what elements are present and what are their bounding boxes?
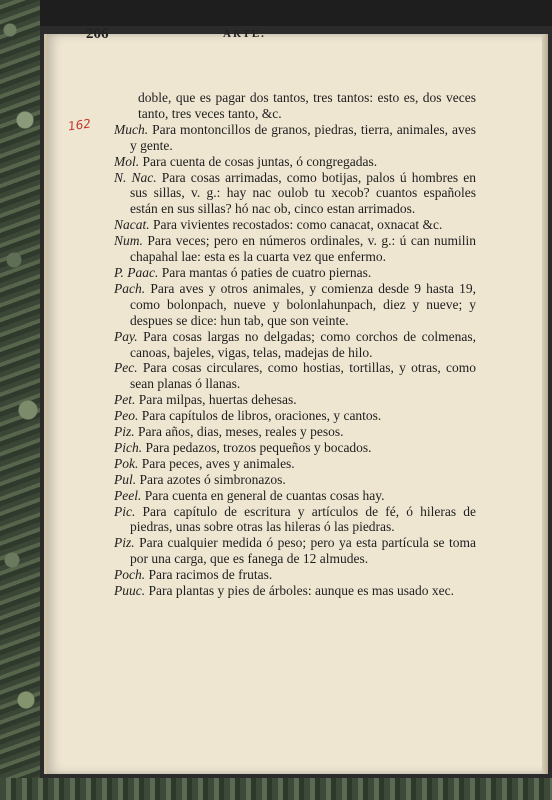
list-item: Peo. Para capítulos de libros, oraciones, y cantos. — [114, 408, 382, 424]
list-item: Piz. Para años, dias, meses, reales y pesos. — [114, 424, 344, 440]
page-number: 206 — [86, 26, 109, 42]
list-item: P. Paac. Para mantas ó paties de cuatro piernas. — [114, 264, 372, 280]
marbled-cover-bottom — [0, 778, 552, 800]
handwritten-margin-note: 162 — [67, 116, 92, 134]
page-header — [86, 26, 386, 46]
running-title: ARTE. — [223, 28, 266, 40]
list-item: Pet. Para milpas, huertas dehesas. — [114, 392, 297, 408]
list-item: N. Nac. Para cosas arrimadas, como botijas, palos ú hombres en sus sillas, v. g.: hay nac oulob tu xecob? cuantos españoles están en sus sillas? hó nac ob, cinco estan arrimados. — [114, 169, 477, 217]
book-cover-top — [0, 0, 552, 26]
list-item: Puuc. Para plantas y pies de árboles: aunque es mas usado xec. — [114, 583, 455, 599]
list-item: Nacat. Para vivientes recostados: como canacat, oxnacat &c. — [114, 217, 443, 233]
list-item: Pay. Para cosas largas no delgadas; como corchos de colmenas, canoas, bajeles, vigas, telas, madejas de hilo. — [114, 328, 476, 360]
list-item: Mol. Para cuenta de cosas juntas, ó congregadas. — [114, 153, 378, 169]
list-item: Pic. Para capítulo de escritura y artículos de fé, ó hileras de piedras, unas sobre otras las hileras ó las piedras. — [114, 503, 476, 535]
list-item: Much. Para montoncillos de granos, piedras, tierra, animales, aves y gente. — [114, 121, 476, 153]
list-item: Peel. Para cuenta en general de cuantas cosas hay. — [114, 487, 385, 503]
list-item: Pich. Para pedazos, trozos pequeños y bocados. — [114, 439, 372, 455]
list-item: Piz. Para cualquier medida ó peso; pero ya esta partícula se toma por una carga, que es fanega de 12 almudes. — [114, 535, 476, 567]
list-item: Pok. Para peces, aves y animales. — [114, 455, 295, 471]
page-body — [114, 90, 476, 599]
marbled-cover — [0, 0, 40, 800]
list-item: Num. Para veces; pero en números ordinales, v. g.: ú can numilin chapahal lae: esta es la cuarta vez que enfermo. — [114, 233, 476, 265]
list-item: Poch. Para racimos de frutas. — [114, 567, 273, 583]
list-item: Pul. Para azotes ó simbronazos. — [114, 471, 286, 487]
list-item: Pach. Para aves y otros animales, y comienza desde 9 hasta 19, como bolonpach, nueve y bolonlahunpach, diez y nueve; y despues se dice: hun tab, que son veinte. — [114, 280, 476, 328]
list-item: doble, que es pagar dos tantos, tres tantos: esto es, dos veces tanto, tres veces tanto, &c. — [138, 90, 476, 121]
list-item: Pec. Para cosas circulares, como hostias, tortillas, y otras, como sean planas ó llanas. — [114, 360, 477, 392]
page-edge — [542, 34, 548, 774]
